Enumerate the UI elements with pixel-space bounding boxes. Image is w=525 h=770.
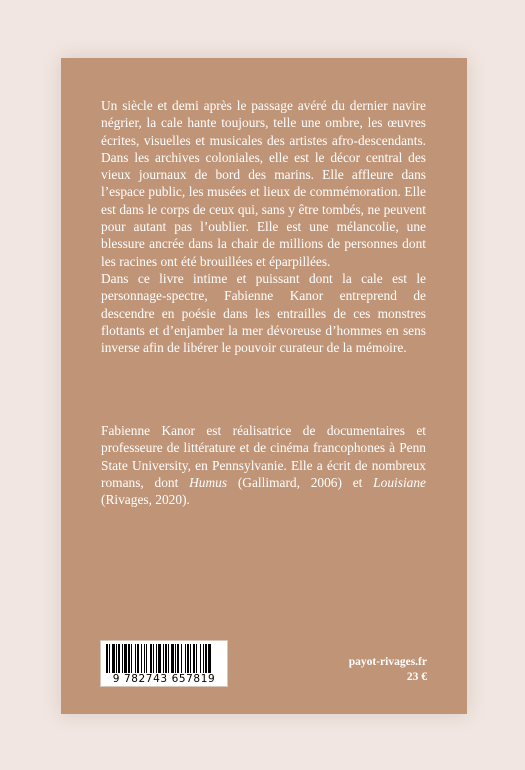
blurb-paragraph-2: Dans ce livre intime et puissant dont la cale est le personnage-spectre, Fabienne Kanor entreprend de descendre en poésie dans les entrailles de ces monstres flottants et d’enjamber la mer dévoreuse d’hommes en sens inverse afin de libérer le pouvoir curateur de la mémoire. [101, 270, 426, 356]
isbn-number: 9 782743 657819 [112, 673, 216, 685]
author-bio [101, 422, 426, 508]
author-bio-text [101, 422, 426, 508]
bio-text-2: (Gallimard, 2006) et [227, 474, 374, 490]
price: 23 € [406, 671, 427, 683]
bio-text-1: Fabienne Kanor est réalisatrice de documentaires et professeure de littérature et de cinéma francophones à Penn State University, en Pennsylvanie. Elle a écrit de nombreux romans, dont [101, 423, 426, 490]
blurb-paragraph-1: Un siècle et demi après le passage avéré du dernier navire négrier, la cale hante toujours, telle une ombre, les œuvres écrites, visuelles et musicales des artistes afro-descendants. Dans les archives coloniales, elle est le décor central des vieux journaux de bord des marins. Elle affleure dans l’espace public, les musées et lieux de commémoration. Elle est dans le corps de ceux qui, sans y être tombés, ne peuvent pour autant pas l’oublier. Elle est une mélancolie, une blessure ancrée dans la chair de millions de personnes dont les racines ont été brouillées et éparpillées. [101, 98, 426, 269]
publisher-info [349, 655, 427, 685]
book-title-humus: Humus [189, 474, 228, 490]
blurb [101, 97, 426, 356]
back-cover [61, 58, 467, 714]
barcode-bars [104, 644, 224, 673]
publisher-website: payot-rivages.fr [348, 656, 427, 668]
barcode [100, 640, 228, 687]
bio-text-3: (Rivages, 2020). [101, 492, 190, 508]
book-title-louisiane: Louisiane [373, 474, 426, 490]
